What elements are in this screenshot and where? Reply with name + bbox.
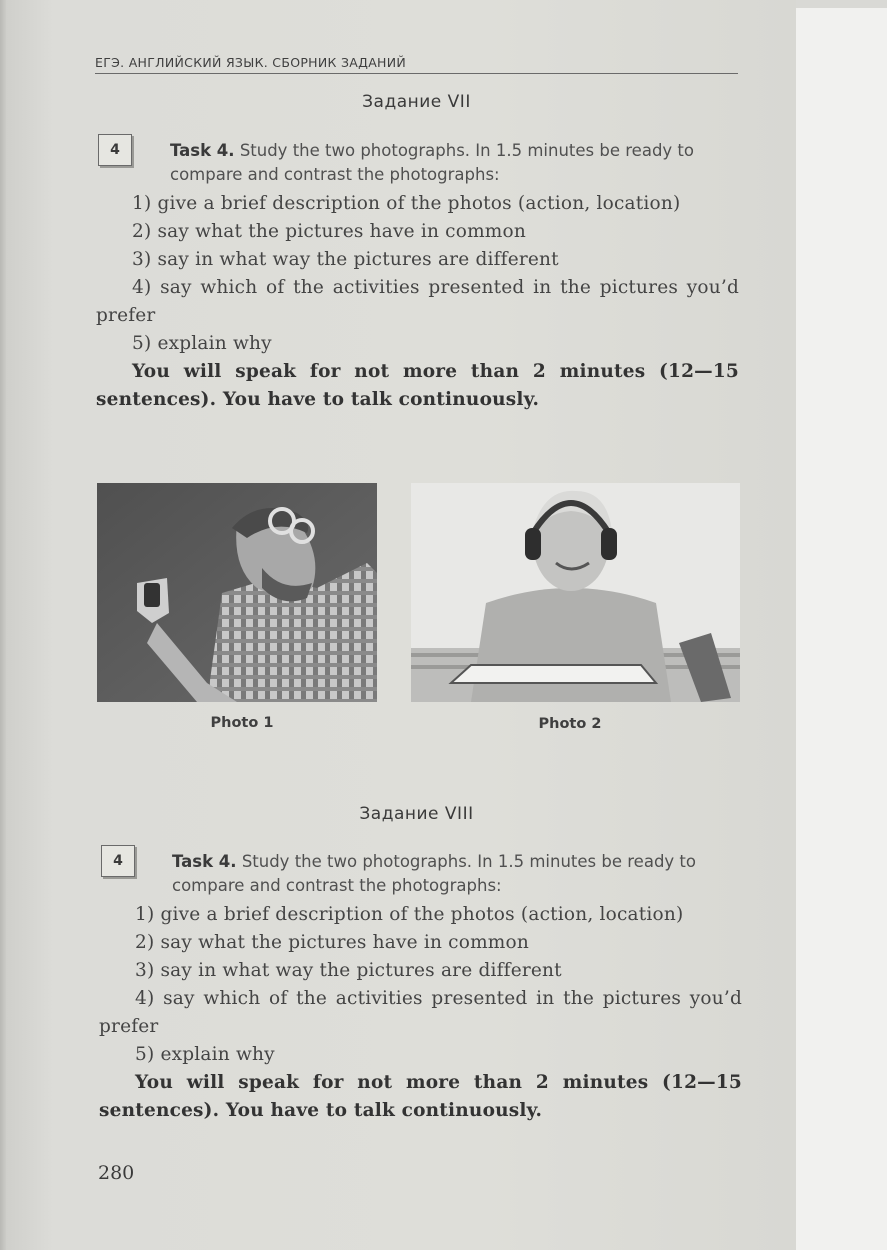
closing-instruction: You will speak for not more than 2 minutes (12—15 sentences). You have to talk continuously.: [96, 361, 739, 410]
photo-2-illustration: [411, 483, 740, 702]
task-list: [99, 901, 742, 1125]
photo-2-caption: Photo 2: [538, 716, 602, 732]
list-item: 1) give a brief description of the photos (action, location): [132, 193, 681, 214]
list-item: 4) say which of the activities presented in the pictures you’d prefer: [96, 277, 739, 326]
task-intro-text: Study the two photographs. In 1.5 minutes be ready to compare and contrast the photographs:: [170, 141, 694, 184]
list-item: 4) say which of the activities presented in the pictures you’d prefer: [99, 988, 742, 1037]
closing-instruction: You will speak for not more than 2 minutes (12—15 sentences). You have to talk continuously.: [99, 1072, 742, 1121]
photo-1-image: [97, 483, 377, 702]
list-item: 2) say what the pictures have in common: [135, 932, 530, 953]
running-header: ЕГЭ. АНГЛИЙСКИЙ ЯЗЫК. СБОРНИК ЗАДАНИЙ: [95, 55, 738, 74]
task-label: Task 4.: [170, 141, 235, 160]
task-intro: [170, 139, 740, 187]
list-item: 3) say in what way the pictures are different: [132, 249, 559, 270]
task-number-box: 4: [101, 845, 135, 877]
photo-1-illustration: [97, 483, 377, 702]
section-title-viii: Задание VIII: [359, 804, 474, 824]
task-list: [96, 190, 739, 414]
photo-2-image: [411, 483, 740, 702]
section-title-vii: Задание VII: [362, 92, 471, 112]
list-item: 5) explain why: [135, 1044, 275, 1065]
list-item: 1) give a brief description of the photos (action, location): [135, 904, 684, 925]
task-intro-text: Study the two photographs. In 1.5 minutes be ready to compare and contrast the photographs:: [172, 852, 696, 895]
list-item: 5) explain why: [132, 333, 272, 354]
photo-1-caption: Photo 1: [210, 715, 274, 731]
list-item: 2) say what the pictures have in common: [132, 221, 527, 242]
task-label: Task 4.: [172, 852, 237, 871]
page-number: 280: [98, 1162, 135, 1184]
task-intro: [172, 850, 742, 898]
list-item: 3) say in what way the pictures are different: [135, 960, 562, 981]
task-number-box: 4: [98, 134, 132, 166]
page-edge: [796, 8, 887, 1250]
